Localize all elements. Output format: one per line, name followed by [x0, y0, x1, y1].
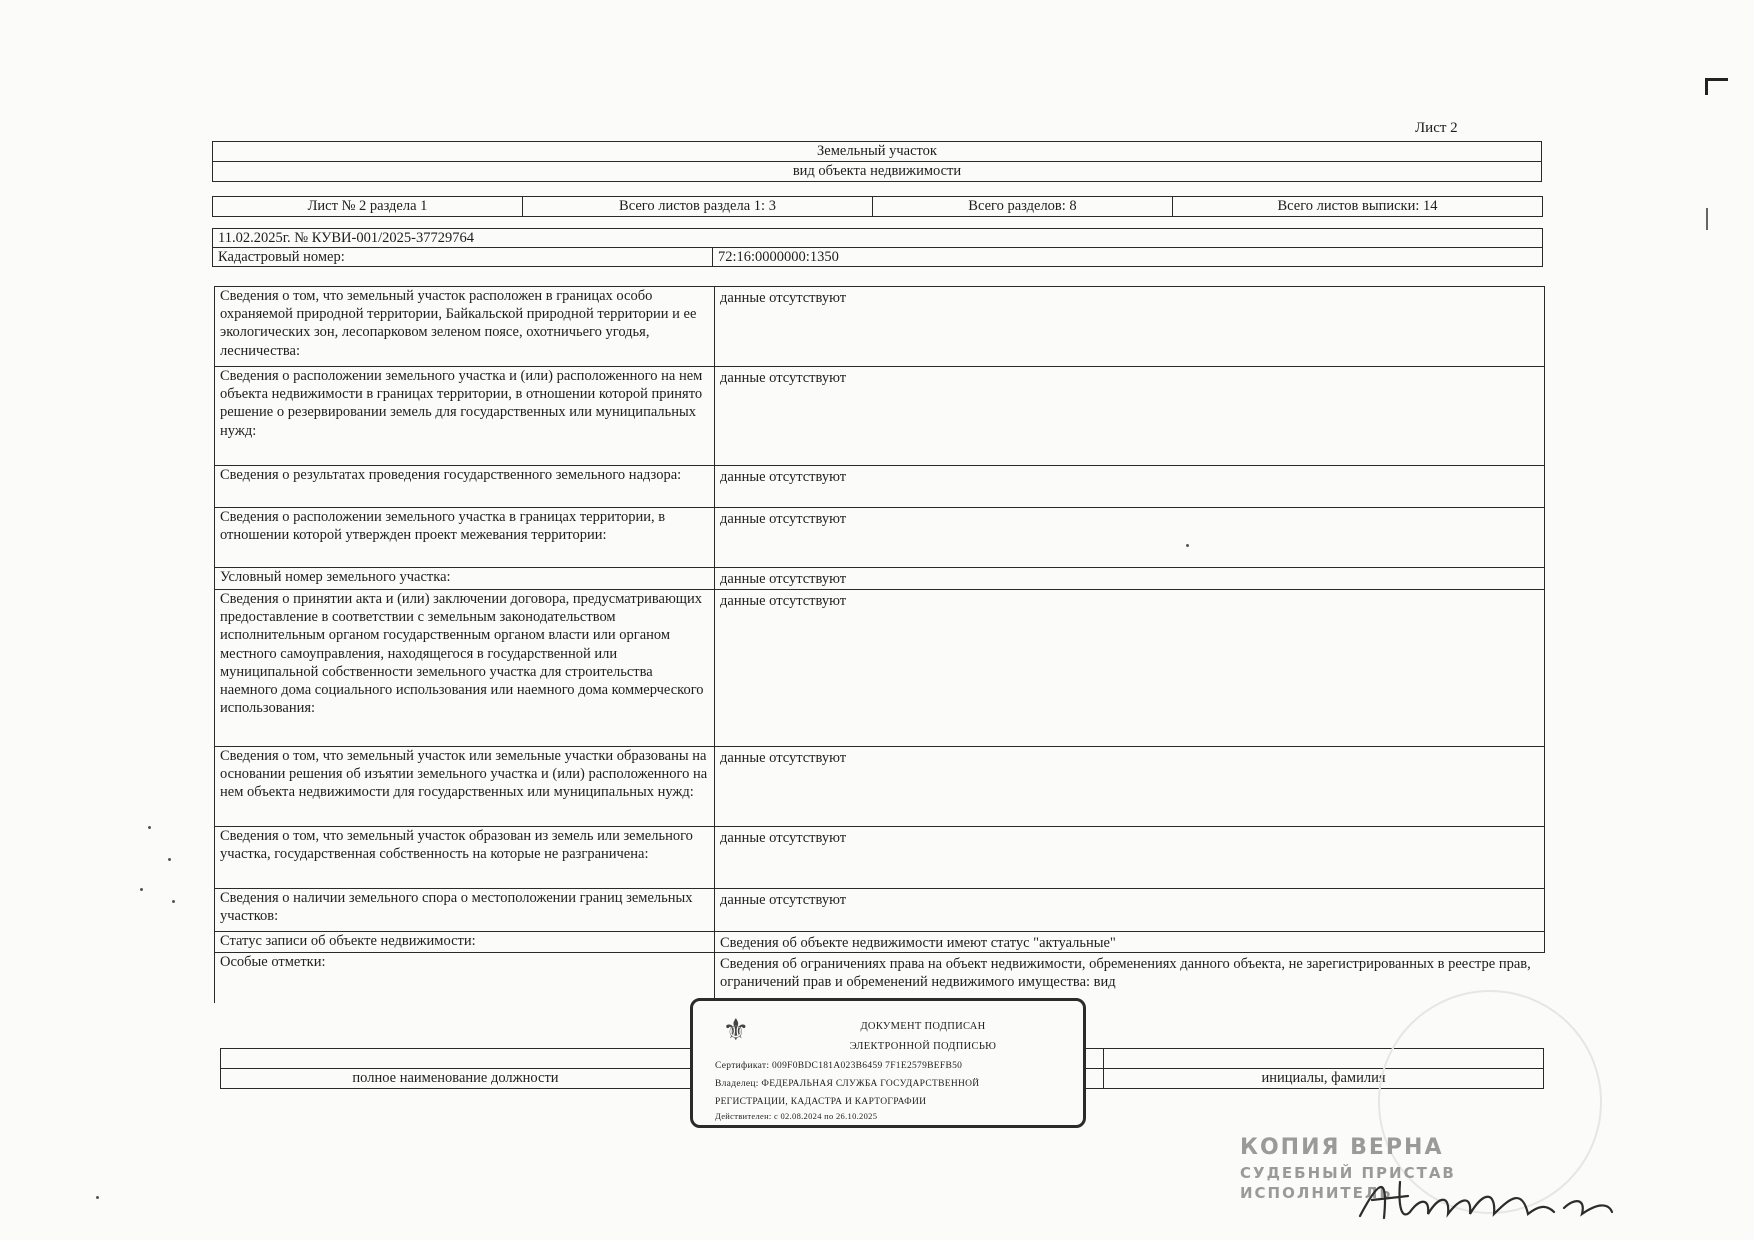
total-sections: Всего разделов: 8: [873, 197, 1173, 217]
object-type-caption: вид объекта недвижимости: [213, 162, 1542, 182]
e-signature-stamp: [690, 998, 1086, 1128]
row-value: данные отсутствуют: [715, 590, 1545, 747]
row-label: Сведения о наличии земельного спора о местоположении границ земельных участков:: [215, 889, 715, 932]
name-caption: инициалы, фамилия: [1104, 1069, 1544, 1089]
stamp-valid: Действителен: с 02.08.2024 по 26.10.2025: [715, 1111, 878, 1121]
table-row: [215, 287, 1545, 367]
row-label: Сведения о расположении земельного участка в границах территории, в отношении которой утвержден проект межевания территории:: [215, 508, 715, 568]
row-value: данные отсутствуют: [715, 287, 1545, 367]
row-label: Сведения о расположении земельного участка и (или) расположенного на нем объекта недвижимости в границах территории, в отношении которой принято решение о резервировании земель для государственных или муниципальных нужд:: [215, 367, 715, 466]
scan-speck: [148, 826, 151, 829]
handwritten-signature: [1350, 1168, 1650, 1228]
stamp-owner-2: РЕГИСТРАЦИИ, КАДАСТРА И КАРТОГРАФИИ: [715, 1097, 927, 1107]
row-label: Сведения о том, что земельный участок расположен в границах особо охраняемой природной территории, Байкальской природной территории и ее экологических зон, лесопарковом зеленом поясе, охотничьего угодья, лесничества:: [215, 287, 715, 367]
details-table: [214, 286, 1545, 1003]
row-value: данные отсутствуют: [715, 367, 1545, 466]
copy-stamp-line3: ИСПОЛНИТЕЛЬ: [1240, 1184, 1393, 1202]
row-label: Сведения о принятии акта и (или) заключении договора, предусматривающих предоставление в соответствии с земельным законодательством исполнительным органом государственным органом власти или органом местного самоуправления, находящегося в государственной или муниципальной собственности земельного участка для строительства наемного дома социального использования или наемного дома коммерческого использования:: [215, 590, 715, 747]
row-value: данные отсутствуют: [715, 466, 1545, 508]
table-row: [215, 747, 1545, 827]
cadastral-number: 72:16:0000000:1350: [713, 248, 1543, 267]
row-value: данные отсутствуют: [715, 889, 1545, 932]
edge-mark: [1706, 208, 1708, 230]
table-row: [215, 932, 1545, 953]
stamp-title-1: ДОКУМЕНТ ПОДПИСАН: [860, 1021, 986, 1032]
copy-stamp-line1: КОПИЯ ВЕРНА: [1240, 1135, 1444, 1160]
total-sheets-extract: Всего листов выписки: 14: [1173, 197, 1543, 217]
object-type: Земельный участок: [213, 142, 1542, 162]
row-label: Сведения о том, что земельный участок или земельные участки образованы на основании решения об изъятии земельного участка и (или) расположенного на нем объекта недвижимости для государственных или муниципальных нужд:: [215, 747, 715, 827]
stamp-owner-1: Владелец: ФЕДЕРАЛЬНАЯ СЛУЖБА ГОСУДАРСТВЕННОЙ: [715, 1079, 980, 1089]
stamp-title-2: ЭЛЕКТРОННОЙ ПОДПИСЬЮ: [849, 1041, 997, 1052]
table-row: [215, 367, 1545, 466]
table-row: [215, 466, 1545, 508]
object-type-table: [212, 141, 1542, 182]
cadastral-label: Кадастровый номер:: [213, 248, 713, 267]
row-label: Статус записи об объекте недвижимости:: [215, 932, 715, 953]
row-label: Сведения о том, что земельный участок образован из земель или земельного участка, государственная собственность на которые не разграничена:: [215, 827, 715, 889]
copy-stamp-line2: СУДЕБНЫЙ ПРИСТАВ: [1240, 1164, 1456, 1182]
sheet-of-section: Лист № 2 раздела 1: [213, 197, 523, 217]
row-value: Сведения об объекте недвижимости имеют статус "актуальные": [715, 932, 1545, 953]
sheet-number: Лист 2: [1415, 120, 1458, 136]
row-value: данные отсутствуют: [715, 508, 1545, 568]
table-row: [215, 827, 1545, 889]
eagle-emblem-icon: ⚜: [722, 1014, 750, 1047]
table-row: [215, 590, 1545, 747]
stamp-certificate: Сертификат: 009F0BDC181A023B6459 7F1E2579BEFB50: [715, 1061, 963, 1071]
row-value: данные отсутствуют: [715, 827, 1545, 889]
scan-speck: [172, 900, 175, 903]
scan-speck: [1186, 544, 1189, 547]
sheet-meta-table: [212, 196, 1543, 217]
row-label: Особые отметки:: [215, 953, 715, 1003]
table-row: [215, 889, 1545, 932]
date-number: 11.02.2025г. № КУВИ-001/2025-37729764: [213, 229, 1543, 248]
row-label: Условный номер земельного участка:: [215, 568, 715, 590]
total-sheets-section: Всего листов раздела 1: 3: [523, 197, 873, 217]
position-caption: полное наименование должности: [221, 1069, 691, 1089]
table-row: [215, 568, 1545, 590]
row-value: данные отсутствуют: [715, 747, 1545, 827]
corner-crop-mark: [1705, 78, 1728, 95]
scan-speck: [168, 858, 171, 861]
row-value: данные отсутствуют: [715, 568, 1545, 590]
row-label: Сведения о результатах проведения государственного земельного надзора:: [215, 466, 715, 508]
table-row: [215, 508, 1545, 568]
row-value: Сведения об ограничениях права на объект недвижимости, обременениях данного объекта, не зарегистрированных в реестре прав, ограничений прав и обременений недвижимого имущества: вид: [715, 953, 1545, 1003]
table-row: [215, 953, 1545, 1003]
scan-speck: [96, 1196, 99, 1199]
scan-speck: [140, 888, 143, 891]
identity-table: [212, 228, 1543, 267]
